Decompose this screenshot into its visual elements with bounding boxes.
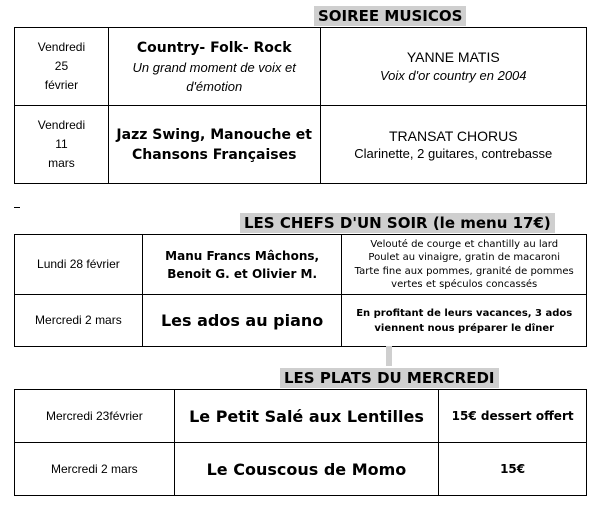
soiree-musicos-table — [14, 27, 587, 184]
table-row — [15, 390, 587, 443]
artist-cell — [320, 28, 586, 106]
artist-name: YANNE MATIS — [406, 49, 500, 65]
plat-price: 15€ dessert offert — [439, 390, 587, 443]
table-row — [15, 235, 587, 295]
event-title-cell — [108, 28, 320, 106]
event-title: Country- Folk- Rock — [136, 39, 292, 56]
menu-cell — [342, 295, 587, 347]
date-weekday: Vendredi — [37, 118, 86, 132]
plats-du-mercredi-heading: LES PLATS DU MERCREDI — [280, 368, 499, 388]
menu-cell — [342, 235, 587, 295]
artist-cell — [320, 106, 586, 184]
event-subtitle-line2: d'émotion — [186, 78, 243, 94]
date-day: 11 — [55, 137, 68, 151]
plat-date: Mercredi 2 mars — [15, 443, 175, 496]
table-row — [15, 295, 587, 347]
table-row — [15, 443, 587, 496]
chefs-cell: Les ados au piano — [142, 295, 342, 347]
chefs-dun-soir-heading: LES CHEFS D'UN SOIR (le menu 17€) — [240, 213, 555, 233]
table-row — [15, 28, 587, 106]
plats-du-mercredi-table — [14, 389, 587, 496]
plat-dish: Le Petit Salé aux Lentilles — [174, 390, 439, 443]
menu-line: En profitant de leurs vacances, 3 ados — [356, 307, 573, 319]
event-title-line1: Jazz Swing, Manouche et — [116, 126, 312, 143]
event-date — [15, 106, 109, 184]
date-weekday: Vendredi — [37, 40, 86, 54]
plat-price: 15€ — [439, 443, 587, 496]
menu-line: Poulet au vinaigre, gratin de macaroni — [368, 252, 561, 263]
artist-description: Voix d'or country en 2004 — [379, 68, 527, 83]
event-title-line2: Chansons Françaises — [131, 146, 297, 163]
date-month: février — [44, 78, 79, 92]
chefs-date: Lundi 28 février — [15, 235, 143, 295]
menu-line: viennent nous préparer le dîner — [374, 322, 555, 334]
connector-bar — [386, 346, 392, 366]
event-title-cell — [108, 106, 320, 184]
artist-name: TRANSAT CHORUS — [388, 127, 518, 144]
event-date — [15, 28, 109, 106]
chefs-line2: Benoit G. et Olivier M. — [167, 266, 318, 281]
separator-dash — [14, 207, 20, 208]
chefs-dun-soir-table — [14, 234, 587, 347]
artist-description: Clarinette, 2 guitares, contrebasse — [354, 145, 553, 161]
plat-date: Mercredi 23février — [15, 390, 175, 443]
chefs-line1: Manu Francs Mâchons, — [165, 248, 320, 263]
date-month: mars — [48, 156, 75, 170]
menu-line: Velouté de courge et chantilly au lard — [370, 238, 559, 250]
table-row — [15, 106, 587, 184]
menu-line: Tarte fine aux pommes, granité de pommes — [354, 265, 574, 277]
soiree-musicos-heading: SOIREE MUSICOS — [314, 6, 466, 26]
event-subtitle-line1: Un grand moment de voix et — [132, 59, 296, 75]
chefs-cell — [142, 235, 342, 295]
plat-dish: Le Couscous de Momo — [174, 443, 439, 496]
chefs-date: Mercredi 2 mars — [15, 295, 143, 347]
date-day: 25 — [54, 59, 69, 73]
menu-line: vertes et spéculos concassés — [391, 279, 538, 290]
